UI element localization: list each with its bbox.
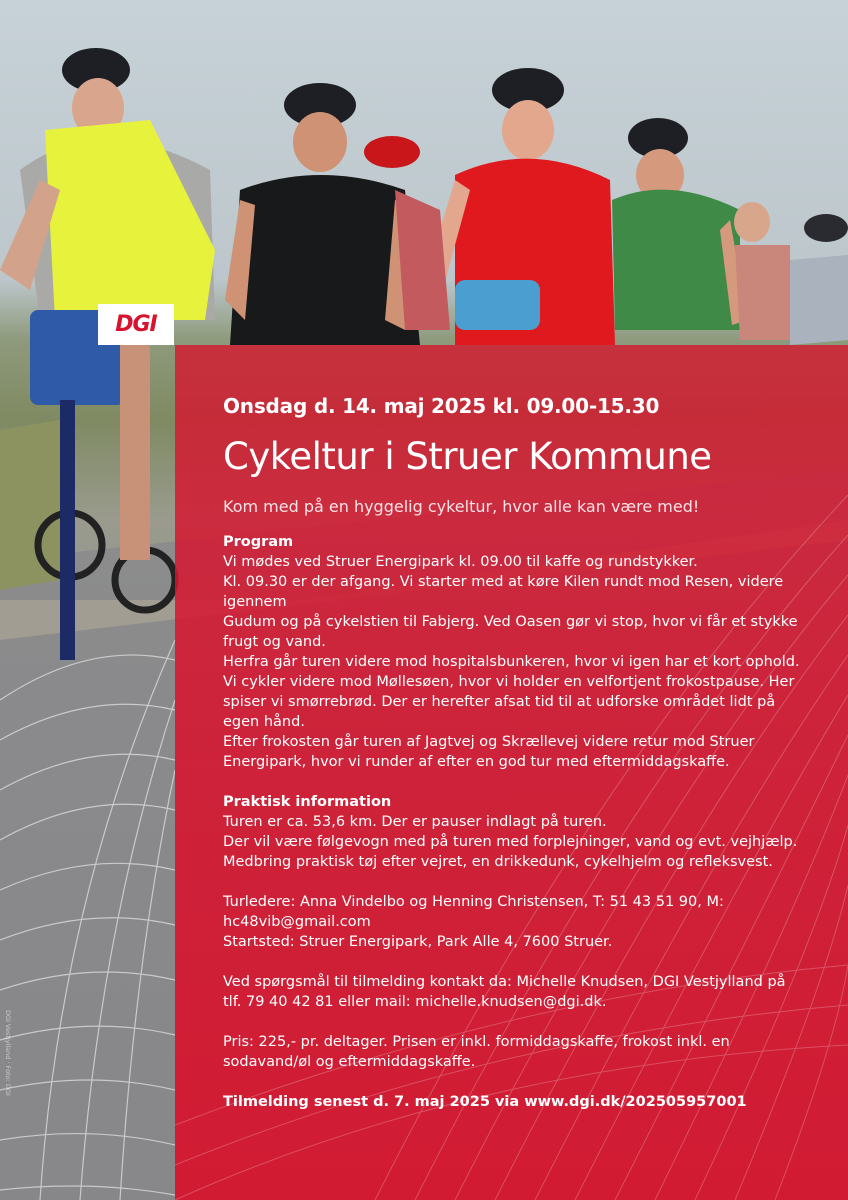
contact-info: Ved spørgsmål til tilmelding kontakt da: Michelle Knudsen, DGI Vestjylland på tlf. 79 40 42 81 eller mail: michelle.knudsen@dgi.dk. bbox=[223, 974, 786, 1010]
practical-line: Turen er ca. 53,6 km. Der er pauser indlagt på turen. bbox=[223, 814, 607, 830]
dgi-logo bbox=[98, 304, 174, 345]
start-location: Startsted: Struer Energipark, Park Alle 4, 7600 Struer. bbox=[223, 934, 613, 950]
program-line: Gudum og på cykelstien til Fabjerg. Ved Oasen gør vi stop, hvor vi får et stykke frugt og vand. bbox=[223, 614, 798, 650]
program-section bbox=[223, 532, 803, 772]
program-line: Efter frokosten går turen af Jagtvej og Skrællevej videre retur mod Struer Energipark, hvor vi runder af efter en god tur med eftermiddagskaffe. bbox=[223, 734, 755, 770]
price-section bbox=[223, 1032, 803, 1072]
program-heading: Program bbox=[223, 534, 294, 550]
rider-green-shirt bbox=[612, 118, 748, 330]
contact-section bbox=[223, 972, 803, 1012]
practical-line: Der vil være følgevogn med på turen med forplejninger, vand og evt. vejhjælp. bbox=[223, 834, 798, 850]
program-line: Kl. 09.30 er der afgang. Vi starter med at køre Kilen rundt mod Resen, videre igennem bbox=[223, 574, 784, 610]
leaders-section bbox=[223, 892, 803, 952]
practical-heading: Praktisk information bbox=[223, 794, 392, 810]
rider-black-shirt bbox=[225, 83, 420, 345]
rider-red-shirt bbox=[420, 68, 615, 345]
photo-credit: DGI Vestjylland · Foto: DGI bbox=[4, 1010, 12, 1096]
event-content bbox=[223, 392, 803, 1127]
program-line: Herfra går turen videre mod hospitalsbunkeren, hvor vi igen har et kort ophold. Vi cykler videre mod Møllesøen, hvor vi holder en velfortjent frokostpause. Her spiser vi smørrebrød. Der er herefter afsat tid til at udforske området lidt på egen hånd. bbox=[223, 654, 800, 730]
event-subtitle: Kom med på en hyggelig cykeltur, hvor alle kan være med! bbox=[223, 497, 700, 516]
dgi-logo-text: DGI bbox=[115, 312, 157, 337]
practical-line: Medbring praktisk tøj efter vejret, en drikkedunk, cykelhjelm og refleksvest. bbox=[223, 854, 773, 870]
practical-section bbox=[223, 792, 803, 872]
signup-deadline: Tilmelding senest d. 7. maj 2025 via www.dgi.dk/202505957001 bbox=[223, 1094, 747, 1110]
event-title: Cykeltur i Struer Kommune bbox=[223, 435, 712, 478]
program-line: Vi mødes ved Struer Energipark kl. 09.00 til kaffe og rundstykker. bbox=[223, 554, 698, 570]
tour-leaders: Turledere: Anna Vindelbo og Henning Christensen, T: 51 43 51 90, M: hc48vib@gmail.com bbox=[223, 894, 724, 930]
event-date-time: Onsdag d. 14. maj 2025 kl. 09.00-15.30 bbox=[223, 394, 660, 418]
price-info: Pris: 225,- pr. deltager. Prisen er inkl. formiddagskaffe, frokost inkl. en sodavand/øl og eftermiddagskaffe. bbox=[223, 1034, 730, 1070]
